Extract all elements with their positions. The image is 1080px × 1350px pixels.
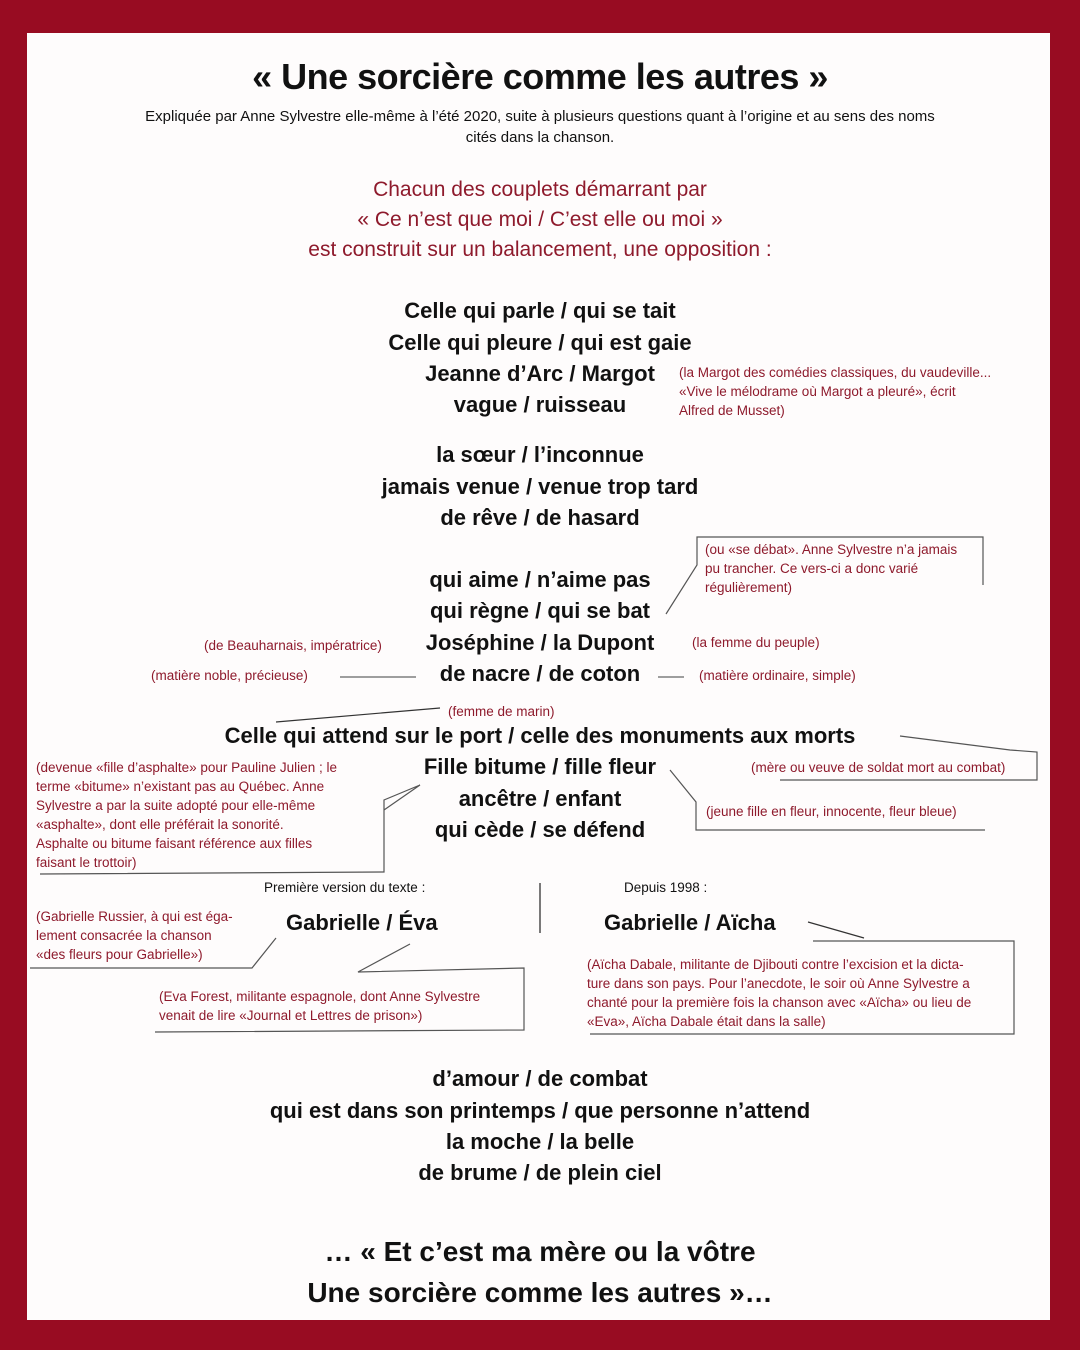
note-line: venait de lire «Journal et Lettres de prison») bbox=[159, 1008, 423, 1023]
verse-line: la moche / la belle bbox=[445, 1129, 635, 1154]
note-beauharnais: (de Beauharnais, impératrice) bbox=[204, 638, 382, 653]
note-dabale bbox=[587, 955, 971, 1031]
verse-line: Joséphine / la Dupont bbox=[425, 630, 655, 655]
note-line: Alfred de Musset) bbox=[679, 403, 785, 418]
note-line: (ou «se débat». Anne Sylvestre n’a jamais bbox=[705, 542, 958, 557]
first-version-label: Première version du texte : bbox=[264, 880, 426, 895]
intro-line: « Ce n’est que moi / C’est elle ou moi » bbox=[357, 208, 723, 231]
note-line: «Vive le mélodrame où Margot a pleuré», écrit bbox=[679, 384, 956, 399]
verse-line: la sœur / l’inconnue bbox=[436, 442, 644, 467]
verse-line: qui règne / qui se bat bbox=[429, 598, 651, 623]
verse-line: Celle qui pleure / qui est gaie bbox=[388, 330, 692, 355]
intro-line: Chacun des couplets démarrant par bbox=[373, 178, 707, 201]
since-1998-label: Depuis 1998 : bbox=[624, 880, 708, 895]
note-marin: (femme de marin) bbox=[448, 704, 555, 719]
note-line: «Eva», Aïcha Dabale était dans la salle) bbox=[587, 1014, 826, 1029]
note-se-debat bbox=[705, 540, 957, 597]
note-forest bbox=[159, 987, 480, 1025]
note-line: (devenue «fille d’asphalte» pour Pauline Julien ; le bbox=[36, 760, 337, 775]
verse-line: Jeanne d’Arc / Margot bbox=[425, 361, 655, 386]
verse-line: ancêtre / enfant bbox=[458, 786, 622, 811]
note-margot bbox=[679, 363, 991, 420]
note-line: faisant le trottoir) bbox=[36, 855, 137, 870]
verse-line: vague / ruisseau bbox=[453, 392, 627, 417]
note-fleur: (jeune fille en fleur, innocente, fleur bleue) bbox=[706, 804, 957, 819]
verse-line: Celle qui attend sur le port / celle des monuments aux morts bbox=[224, 723, 856, 748]
verse-line: Fille bitume / fille fleur bbox=[423, 754, 657, 779]
verse-line: qui cède / se défend bbox=[434, 817, 646, 842]
page-title: « Une sorcière comme les autres » bbox=[252, 56, 828, 97]
note-noble: (matière noble, précieuse) bbox=[151, 668, 308, 683]
note-line: «des fleurs pour Gabrielle») bbox=[36, 947, 203, 962]
note-line: pu trancher. Ce vers-ci a donc varié bbox=[705, 561, 919, 576]
intro-line: est construit sur un balancement, une opposition : bbox=[308, 238, 772, 261]
intro-text bbox=[140, 175, 940, 265]
verse-line: de brume / de plein ciel bbox=[418, 1160, 662, 1185]
note-peuple: (la femme du peuple) bbox=[692, 635, 820, 650]
verse-line: qui est dans son printemps / que personne n’attend bbox=[269, 1098, 811, 1123]
note-asphalte bbox=[36, 758, 337, 872]
closing-line: … « Et c’est ma mère ou la vôtre bbox=[324, 1236, 756, 1267]
verse-line: d’amour / de combat bbox=[432, 1066, 648, 1091]
note-ordinaire: (matière ordinaire, simple) bbox=[699, 668, 856, 683]
note-russier bbox=[36, 907, 233, 964]
verse-line: de rêve / de hasard bbox=[440, 505, 640, 530]
note-line: Sylvestre a par la suite adopté pour elle-même bbox=[36, 798, 316, 813]
note-line: (la Margot des comédies classiques, du vaudeville... bbox=[679, 365, 992, 380]
note-soldat: (mère ou veuve de soldat mort au combat) bbox=[751, 760, 1006, 775]
note-line: Asphalte ou bitume faisant référence aux filles bbox=[36, 836, 313, 851]
note-line: lement consacrée la chanson bbox=[36, 928, 212, 943]
note-line: régulièrement) bbox=[705, 580, 793, 595]
verse-line: jamais venue / venue trop tard bbox=[381, 474, 699, 499]
note-line: terme «bitume» n’existant pas au Québec. Anne bbox=[36, 779, 325, 794]
page-subtitle: Expliquée par Anne Sylvestre elle-même à l’été 2020, suite à plusieurs questions quant à l’origine et au sens des noms cités dans la chanson. bbox=[145, 108, 935, 146]
note-line: «asphalte», dont elle préférait la sonorité. bbox=[36, 817, 284, 832]
verse-line: de nacre / de coton bbox=[439, 661, 641, 686]
verse-line: qui aime / n’aime pas bbox=[429, 567, 651, 592]
note-line: (Aïcha Dabale, militante de Djibouti contre l’excision et la dicta- bbox=[587, 957, 964, 972]
verse-line: Gabrielle / Aïcha bbox=[604, 910, 776, 935]
note-line: (Eva Forest, militante espagnole, dont Anne Sylvestre bbox=[159, 989, 481, 1004]
verse-line: Celle qui parle / qui se tait bbox=[404, 298, 676, 323]
note-line: ture dans son pays. Pour l’anecdote, le soir où Anne Sylvestre a bbox=[587, 976, 970, 991]
verse-line: Gabrielle / Éva bbox=[286, 910, 438, 935]
note-line: chanté pour la première fois la chanson avec «Aïcha» ou lieu de bbox=[587, 995, 972, 1010]
note-line: (Gabrielle Russier, à qui est éga- bbox=[36, 909, 233, 924]
closing-line: Une sorcière comme les autres »… bbox=[307, 1277, 773, 1308]
